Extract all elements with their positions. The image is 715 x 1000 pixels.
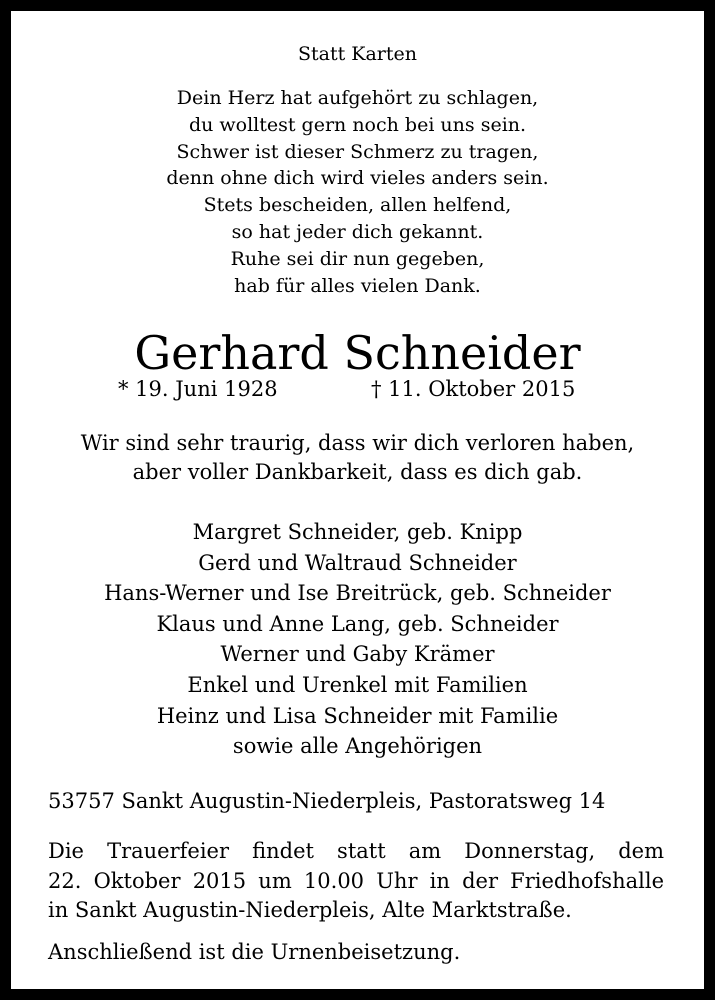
poem-line: du wolltest gern noch bei uns sein. [188, 113, 527, 136]
poem [11, 85, 704, 299]
poem-line: Stets bescheiden, allen helfend, [203, 194, 512, 217]
mourner: Heinz und Lisa Schneider mit Familie [156, 703, 559, 728]
mourner: Hans-Werner und Ise Breitrück, geb. Schneider [104, 581, 611, 606]
header-text: Statt Karten [297, 43, 417, 65]
mourner: sowie alle Angehörigen [232, 734, 483, 759]
poem-line: Dein Herz hat aufgehört zu schlagen, [176, 87, 539, 109]
poem-line: hab für alles vielen Dank. [234, 274, 481, 297]
message [11, 429, 704, 487]
poem-line: denn ohne dich wird vieles anders sein. [166, 167, 549, 190]
poem-line: so hat jeder dich gekannt. [231, 220, 484, 243]
mourner: Gerd und Waltraud Schneider [198, 550, 517, 575]
mourners-list [11, 517, 704, 762]
poem-line: Ruhe sei dir nun gegeben, [230, 247, 485, 270]
funeral-line: 22. Oktober 2015 um 10.00 Uhr in der Friedhofshalle [48, 868, 664, 893]
funeral-line: Die Trauerfeier findet statt am Donnerstag, dem [48, 839, 664, 863]
death-date: † 11. Oktober 2015 [371, 377, 576, 401]
message-line: Wir sind sehr traurig, dass wir dich verloren haben, [80, 431, 635, 455]
mourner: Klaus und Anne Lang, geb. Schneider [156, 611, 559, 636]
mourner: Margret Schneider, geb. Knipp [192, 520, 523, 544]
address: 53757 Sankt Augustin-Niederpleis, Pastoratsweg 14 [48, 789, 606, 813]
funeral-line: in Sankt Augustin-Niederpleis, Alte Marktstraße. [48, 898, 572, 923]
birth-date: * 19. Juni 1928 [118, 377, 278, 401]
message-line: aber voller Dankbarkeit, dass es dich gab. [132, 460, 583, 484]
poem-line: Schwer ist dieser Schmerz zu tragen, [176, 140, 539, 163]
deceased-name: Gerhard Schneider [134, 326, 581, 380]
mourner: Enkel und Urenkel mit Familien [187, 672, 528, 697]
funeral-info [48, 837, 664, 926]
closing-text: Anschließend ist die Urnenbeisetzung. [48, 940, 461, 964]
mourner: Werner und Gaby Krämer [220, 642, 495, 667]
